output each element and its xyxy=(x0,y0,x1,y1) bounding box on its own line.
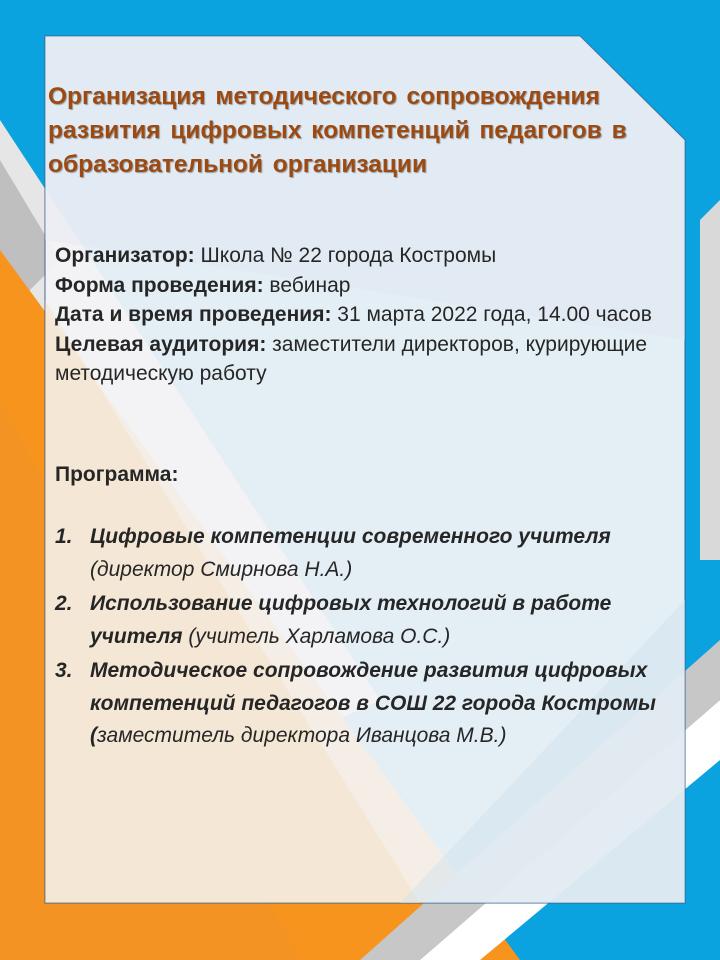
item-number: 2. xyxy=(55,592,73,615)
item-title: Цифровые компетенции современного учителя xyxy=(90,525,611,548)
info-label: Организатор: xyxy=(55,244,195,267)
info-value: вебинар xyxy=(263,273,351,297)
info-audience xyxy=(55,330,675,389)
info-value: 31 марта 2022 года, 14.00 часов xyxy=(331,303,652,326)
event-info xyxy=(55,241,675,389)
info-organizer xyxy=(55,241,675,271)
item-speaker: (учитель Харламова О.С.) xyxy=(182,624,451,648)
page-title: Организация методического сопровождения развития цифровых компетенций педагогов в образовательной организации xyxy=(48,83,627,178)
info-label: Целевая аудитория: xyxy=(55,332,267,356)
info-value: Школа № 22 города Костромы xyxy=(194,244,497,267)
list-item xyxy=(55,521,675,586)
info-label: Дата и время проведения: xyxy=(55,303,332,326)
list-item xyxy=(55,655,675,753)
item-speaker: (директор Смирнова Н.А.) xyxy=(90,557,353,581)
info-format xyxy=(55,271,675,301)
list-item xyxy=(55,588,675,653)
program-list xyxy=(55,521,675,755)
item-title: Методическое сопровождение развития цифровых компетенций педагогов в СОШ 22 города Костромы ( xyxy=(90,659,656,747)
item-number: 3. xyxy=(55,659,73,682)
item-speaker: заместитель директора Иванцова М.В.) xyxy=(97,724,507,747)
program-heading: Программа: xyxy=(55,463,179,486)
item-number: 1. xyxy=(55,525,73,548)
info-label: Форма проведения: xyxy=(55,273,264,297)
item-title: Использование цифровых технологий в работе учителя xyxy=(90,592,612,648)
info-datetime xyxy=(55,300,675,330)
info-value: заместители директоров, курирующие методическую работу xyxy=(55,332,648,385)
